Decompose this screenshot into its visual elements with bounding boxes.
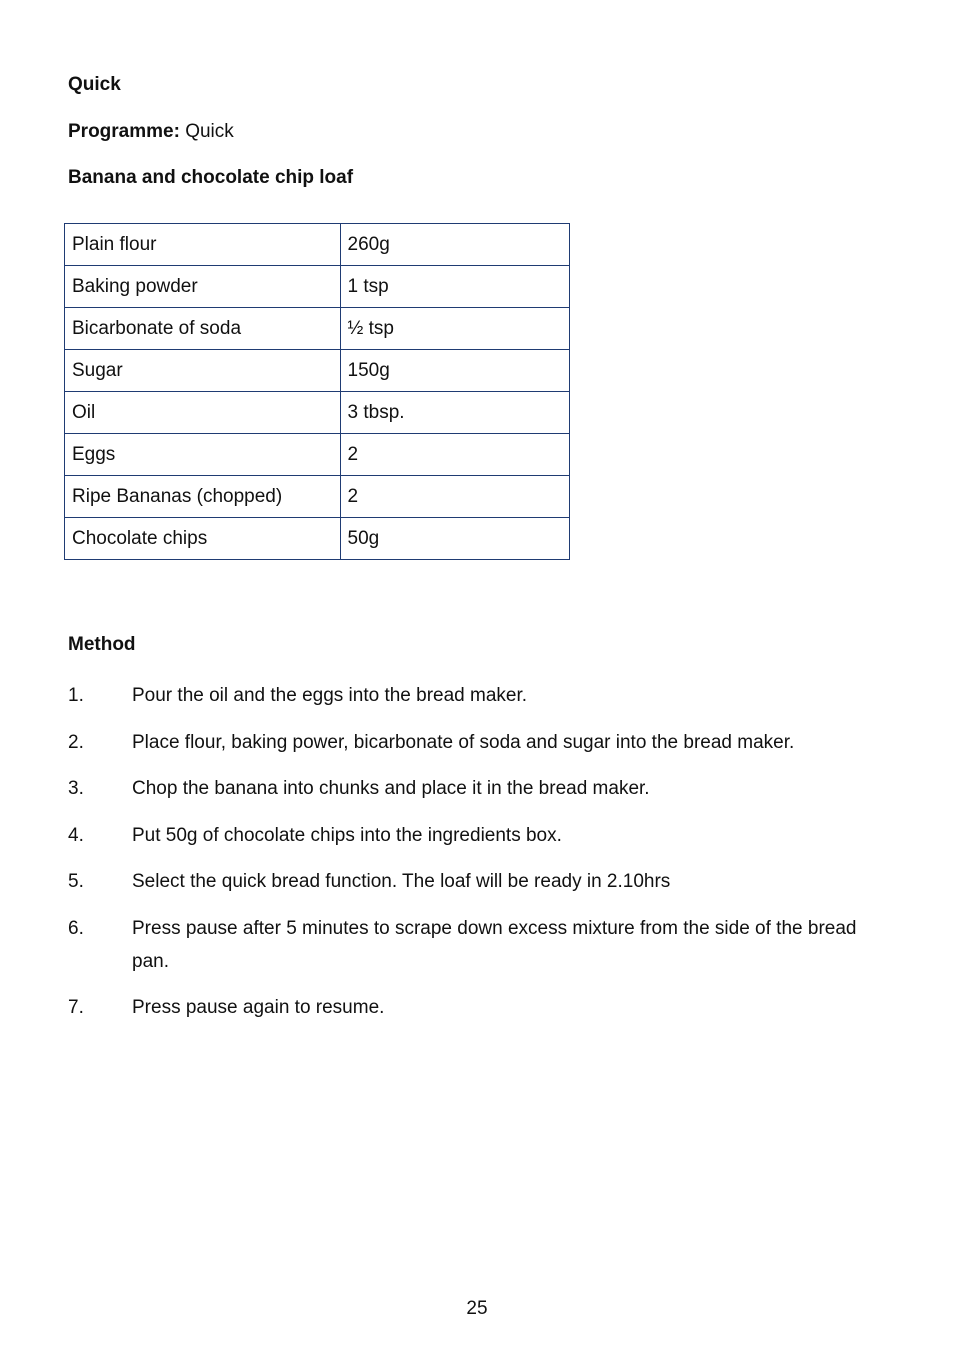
table-row [65, 434, 570, 476]
step-number: 4. [68, 824, 84, 846]
ingredient-quantity: 1 tsp [340, 266, 569, 308]
ingredient-quantity: 3 tbsp. [340, 392, 569, 434]
list-item [68, 991, 888, 1024]
ingredient-quantity: 150g [340, 350, 569, 392]
ingredient-quantity: ½ tsp [340, 308, 569, 350]
list-item [68, 865, 888, 898]
ingredient-name: Chocolate chips [65, 518, 341, 560]
table-row [65, 266, 570, 308]
ingredient-quantity: 2 [340, 476, 569, 518]
list-item [68, 912, 888, 978]
list-item [68, 819, 888, 852]
method-heading: Method [68, 634, 136, 655]
step-text: Select the quick bread function. The loaf will be ready in 2.10hrs [132, 871, 671, 892]
step-text: Press pause after 5 minutes to scrape down excess mixture from the side of the bread pan. [132, 917, 857, 972]
list-item [68, 679, 888, 712]
step-number: 5. [68, 871, 84, 892]
ingredient-name: Plain flour [65, 224, 341, 266]
step-text: Chop the banana into chunks and place it in the bread maker. [132, 778, 650, 799]
ingredient-name: Baking powder [65, 266, 341, 308]
step-text: Place flour, baking power, bicarbonate of soda and sugar into the bread maker. [132, 731, 795, 753]
step-number: 3. [68, 778, 84, 799]
ingredient-quantity: 260g [340, 224, 569, 266]
table-row [65, 392, 570, 434]
section-heading: Quick [68, 74, 121, 95]
ingredient-name: Ripe Bananas (chopped) [65, 476, 341, 518]
ingredient-name: Eggs [65, 434, 341, 476]
ingredient-quantity: 50g [340, 518, 569, 560]
ingredient-name: Bicarbonate of soda [65, 308, 341, 350]
table-row [65, 518, 570, 560]
page-number: 25 [466, 1298, 488, 1319]
programme-line [68, 120, 234, 144]
step-text: Pour the oil and the eggs into the bread maker. [132, 685, 528, 706]
table-row [65, 224, 570, 266]
step-number: 7. [68, 997, 84, 1018]
table-row [65, 476, 570, 518]
table-row [65, 350, 570, 392]
ingredient-quantity: 2 [340, 434, 569, 476]
method-steps [68, 679, 888, 1038]
ingredient-name: Oil [65, 392, 341, 434]
ingredient-name: Sugar [65, 350, 341, 392]
step-text: Press pause again to resume. [132, 997, 385, 1018]
step-number: 1. [68, 685, 84, 706]
step-text: Put 50g of chocolate chips into the ingredients box. [132, 824, 562, 846]
step-number: 2. [68, 731, 84, 753]
recipe-title: Banana and chocolate chip loaf [68, 167, 354, 188]
list-item [68, 726, 888, 759]
list-item [68, 772, 888, 805]
programme-value: Quick [185, 121, 234, 142]
step-number: 6. [68, 917, 84, 939]
ingredients-table [64, 223, 570, 560]
table-row [65, 308, 570, 350]
programme-label: Programme: [68, 121, 180, 142]
